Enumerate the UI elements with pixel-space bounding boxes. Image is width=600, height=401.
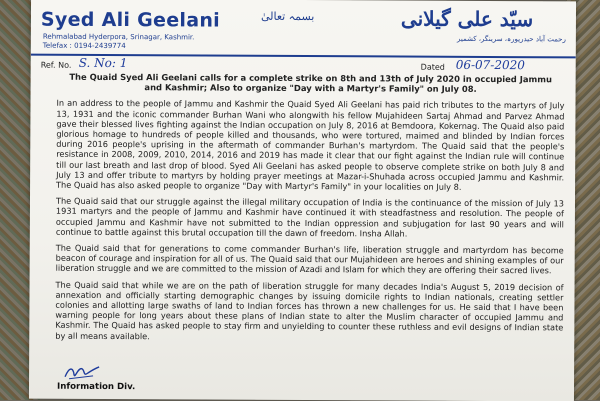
document-body: [55, 72, 564, 350]
dated-label: Dated: [420, 62, 445, 72]
body-paragraph-2: The Quaid said that our struggle against the illegal military occupation of India is the continuance of the mission of July 13 1931 martyrs and the people of Jammu and Kashmir have continued it with steadfastness and resolution. The people of occupied Jammu and Kashmir have not submitted to the Indian oppression and subjugation for last 90 years and will continue to battle against this brutal occupation till the dawn of freedom. Insha Allah.: [55, 195, 565, 239]
ref-label: Ref. No.: [40, 60, 72, 70]
letterhead-urdu-name: سیّد علی گیلانی: [400, 6, 534, 32]
body-paragraph-4: The Quaid said that while we are on the path of liberation struggle for many decades India's August 5, 2019 decision of annexation and officially starting demographic changes by issuing domicile rights to Indian nationals, creating settler colonies and allotting large swaths of land to Indian forces has thrown a new challenges for us. He said that I have been warning people for long years about these plans of Indian state to alter the Muslim character of occupied Jammu and Kashmir. The Quaid has asked people to stay firm and unyielding to counter these ruthless and evil designs of Indian state by all means available.: [55, 279, 564, 341]
letterhead-urdu-address: رحمت آباد حیدرپورہ، سرینگر، کشمیر: [456, 34, 566, 44]
letterhead: [31, 0, 576, 61]
letterhead-bismillah: بسمہ تعالیٰ: [260, 9, 315, 24]
press-release-document: [29, 0, 576, 401]
body-paragraph-3: The Quaid said that for generations to come commander Burhan's life, liberation struggle and martyrdom has become beacon of courage and inspiration for all of us. The Quaid said that our Mujahideen are heroes and shining examples of our liberation struggle and we are committed to the mission of Azadi and Islam for which they are offering their sacred lives.: [55, 242, 564, 276]
dated-value: 06-07-2020: [455, 57, 525, 73]
letterhead-address: [43, 33, 195, 52]
information-division: Information Div.: [56, 381, 136, 393]
letterhead-address-line1: Rehmalabad Hyderpora, Srinagar, Kashmir.: [42, 32, 195, 42]
document-headline: The Quaid Syed Ali Geelani calls for a complete strike on 8th and 13th of July 2020 in occupied Jammu and Kashmir; Also to organize "Day with a Martyr's Family" on July 08.: [69, 71, 552, 95]
letterhead-name: Syed Ali Geelani: [40, 8, 221, 32]
body-paragraph-1: In an address to the people of Jammu and Kashmir the Quaid Syed Ali Geelani has paid rich tributes to the martyrs of July 13, 1931 and the iconic commander Burhan Wani who alongwith his fellow Mujahideen Sartaj Ahmad and Parvez Ahmad gave their blessed lives fighting against the Indian occupation on July 8, 2016 at Bemdoora, Kokernag. The Quaid also paid glorious homage to hundreds of people killed and thousands, who were tortured, maimed and blinded by Indian forces during 2016 people's uprising in the aftermath of commander Burhan's martyrdom. The Quaid said that the people's resistance in 2008, 2009, 2010, 2014, 2016 and 2019 has made it clear that our fight against the Indian rule will continue till our last breath and last drop of blood. Syed Ali Geelani has asked people to observe complete strike on both July 8 and July 13 and offer tribute to martyrs by holding prayer meetings at Mazar-i-Shuhada across occupied Jammu and Kashmir. The Quaid has also asked people to organize "Day with Martyr's Family" in your localities on July 8.: [56, 98, 565, 192]
letterhead-telefax: Telefax : 0194-2439774: [42, 41, 126, 51]
signature-mark: [63, 363, 101, 381]
ref-number: S. No: 1: [78, 55, 128, 71]
